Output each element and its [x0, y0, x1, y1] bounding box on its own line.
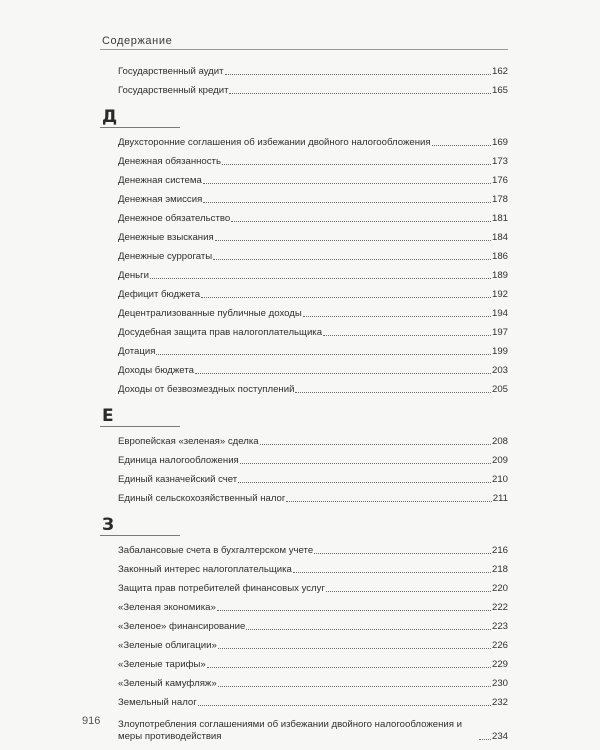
toc-entry[interactable] — [100, 320, 508, 339]
entry-page: 229 — [491, 659, 508, 670]
dot-leader — [203, 183, 491, 184]
dot-leader — [198, 705, 491, 706]
dot-leader — [203, 202, 491, 203]
entry-title: Законный интерес налогоплательщика — [118, 564, 292, 575]
entry-title: Земельный налог — [118, 697, 197, 708]
running-head-title: Содержание — [102, 35, 173, 47]
entry-page: 234 — [491, 731, 508, 742]
entry-title: Доходы бюджета — [118, 365, 194, 376]
entry-title: Европейская «зеленая» сделка — [118, 436, 259, 447]
table-of-contents — [100, 59, 508, 743]
toc-entry[interactable] — [100, 448, 508, 467]
entry-title: «Зеленые облигации» — [118, 640, 217, 651]
dot-leader — [201, 297, 491, 298]
entry-title: Досудебная защита прав налогоплательщика — [118, 327, 323, 338]
entry-page: 226 — [491, 640, 508, 651]
dot-leader — [156, 354, 491, 355]
entry-page: 181 — [491, 213, 508, 224]
dot-leader — [260, 444, 491, 445]
entry-title: Государственный аудит — [118, 66, 224, 77]
dot-leader — [150, 278, 491, 279]
toc-entry[interactable] — [100, 187, 508, 206]
dot-leader — [432, 145, 491, 146]
toc-entry[interactable] — [100, 244, 508, 263]
entry-title: Дотация — [118, 346, 156, 357]
dot-leader — [295, 392, 491, 393]
section-letter-rule — [100, 127, 180, 128]
toc-entry[interactable] — [100, 263, 508, 282]
section-e — [100, 406, 508, 505]
entry-title: Государственный кредит — [118, 85, 229, 96]
entry-title: Денежные взыскания — [118, 232, 214, 243]
entry-page: 197 — [491, 327, 508, 338]
dot-leader — [229, 93, 491, 94]
toc-entry[interactable] — [100, 557, 508, 576]
entry-page: 169 — [491, 137, 508, 148]
entry-page: 230 — [491, 678, 508, 689]
toc-entry[interactable] — [100, 225, 508, 244]
section-letter: З — [102, 515, 115, 535]
entry-title: Денежная обязанность — [118, 156, 221, 167]
toc-entry[interactable] — [100, 358, 508, 377]
entry-title: «Зеленые тарифы» — [118, 659, 206, 670]
dot-leader — [195, 373, 491, 374]
toc-entry[interactable] — [100, 709, 508, 743]
entry-page: 186 — [491, 251, 508, 262]
toc-entry[interactable] — [100, 576, 508, 595]
toc-entry[interactable] — [100, 614, 508, 633]
toc-entry[interactable] — [100, 467, 508, 486]
toc-entry[interactable] — [100, 59, 508, 78]
entry-page: 220 — [491, 583, 508, 594]
toc-entry[interactable] — [100, 595, 508, 614]
dot-leader — [326, 591, 491, 592]
entry-title: Единый казначейский счет — [118, 474, 238, 485]
entry-page: 205 — [491, 384, 508, 395]
toc-entry[interactable] — [100, 339, 508, 358]
entry-page: 222 — [491, 602, 508, 613]
dot-leader — [246, 629, 491, 630]
entry-title: Денежное обязательство — [118, 213, 231, 224]
toc-entry[interactable] — [100, 538, 508, 557]
dot-leader — [222, 164, 491, 165]
entry-title: Забалансовые счета в бухгалтерском учете — [118, 545, 314, 556]
dot-leader — [215, 240, 491, 241]
entry-title: Денежная эмиссия — [118, 194, 203, 205]
dot-leader — [231, 221, 491, 222]
toc-entry[interactable] — [100, 486, 508, 505]
entry-title: Двухсторонние соглашения об избежании двойного налогообложения — [118, 137, 431, 148]
toc-entry[interactable] — [100, 633, 508, 652]
toc-entry[interactable] — [100, 282, 508, 301]
entry-title: Денежные суррогаты — [118, 251, 213, 262]
dot-leader — [207, 667, 491, 668]
toc-entry[interactable] — [100, 130, 508, 149]
entry-page: 162 — [491, 66, 508, 77]
section-letter: Е — [102, 406, 114, 426]
dot-leader — [238, 482, 491, 483]
toc-entry[interactable] — [100, 149, 508, 168]
entry-title: Деньги — [118, 270, 149, 281]
entry-title: Децентрализованные публичные доходы — [118, 308, 302, 319]
entry-title: «Зеленый камуфляж» — [118, 678, 217, 689]
toc-entry[interactable] — [100, 652, 508, 671]
entry-page: 218 — [491, 564, 508, 575]
entry-page: 232 — [491, 697, 508, 708]
entry-page: 209 — [491, 455, 508, 466]
dot-leader — [218, 686, 491, 687]
entry-title: «Зеленая экономика» — [118, 602, 216, 613]
toc-entry[interactable] — [100, 671, 508, 690]
entry-page: 203 — [491, 365, 508, 376]
dot-leader — [323, 335, 491, 336]
entry-page: 194 — [491, 308, 508, 319]
section-z — [100, 515, 508, 743]
entry-page: 184 — [491, 232, 508, 243]
entry-title: Злоупотребления соглашениями об избежании двойного налогообложения и меры противодействия — [118, 719, 462, 742]
entry-page: 165 — [491, 85, 508, 96]
entry-title: Защита прав потребителей финансовых услуг — [118, 583, 325, 594]
entry-page: 192 — [491, 289, 508, 300]
section-d — [100, 107, 508, 396]
entry-title: Доходы от безвозмездных поступлений — [118, 384, 295, 395]
entry-page: 199 — [491, 346, 508, 357]
dot-leader — [218, 648, 491, 649]
section-letter: Д — [102, 107, 118, 127]
entry-page: 208 — [491, 436, 508, 447]
header-rule — [100, 49, 508, 50]
entry-page: 223 — [491, 621, 508, 632]
toc-entry[interactable] — [100, 377, 508, 396]
toc-entry[interactable] — [100, 168, 508, 187]
toc-entry[interactable] — [100, 690, 508, 709]
dot-leader — [293, 572, 491, 573]
entry-title: Единица налогообложения — [118, 455, 239, 466]
entry-page: 176 — [491, 175, 508, 186]
entry-title: Единый сельскохозяйственный налог — [118, 493, 286, 504]
toc-entry[interactable] — [100, 206, 508, 225]
entry-page: 173 — [491, 156, 508, 167]
dot-leader — [479, 739, 491, 740]
section-letter-rule — [100, 535, 180, 536]
dot-leader — [303, 316, 491, 317]
dot-leader — [213, 259, 491, 260]
entry-title: Денежная система — [118, 175, 202, 186]
entry-page: 211 — [492, 493, 508, 504]
section-letter-rule — [100, 426, 180, 427]
entry-page: 210 — [491, 474, 508, 485]
dot-leader — [225, 74, 491, 75]
toc-entry[interactable] — [100, 301, 508, 320]
entry-title: Дефицит бюджета — [118, 289, 201, 300]
toc-entry[interactable] — [100, 429, 508, 448]
intro-entries — [100, 59, 508, 97]
entry-page: 178 — [491, 194, 508, 205]
entry-title: «Зеленое» финансирование — [118, 621, 246, 632]
page-number: 916 — [82, 715, 101, 727]
entry-page: 189 — [491, 270, 508, 281]
dot-leader — [314, 553, 491, 554]
entry-page: 216 — [491, 545, 508, 556]
dot-leader — [286, 501, 491, 502]
toc-entry[interactable] — [100, 78, 508, 97]
dot-leader — [240, 463, 491, 464]
dot-leader — [217, 610, 491, 611]
